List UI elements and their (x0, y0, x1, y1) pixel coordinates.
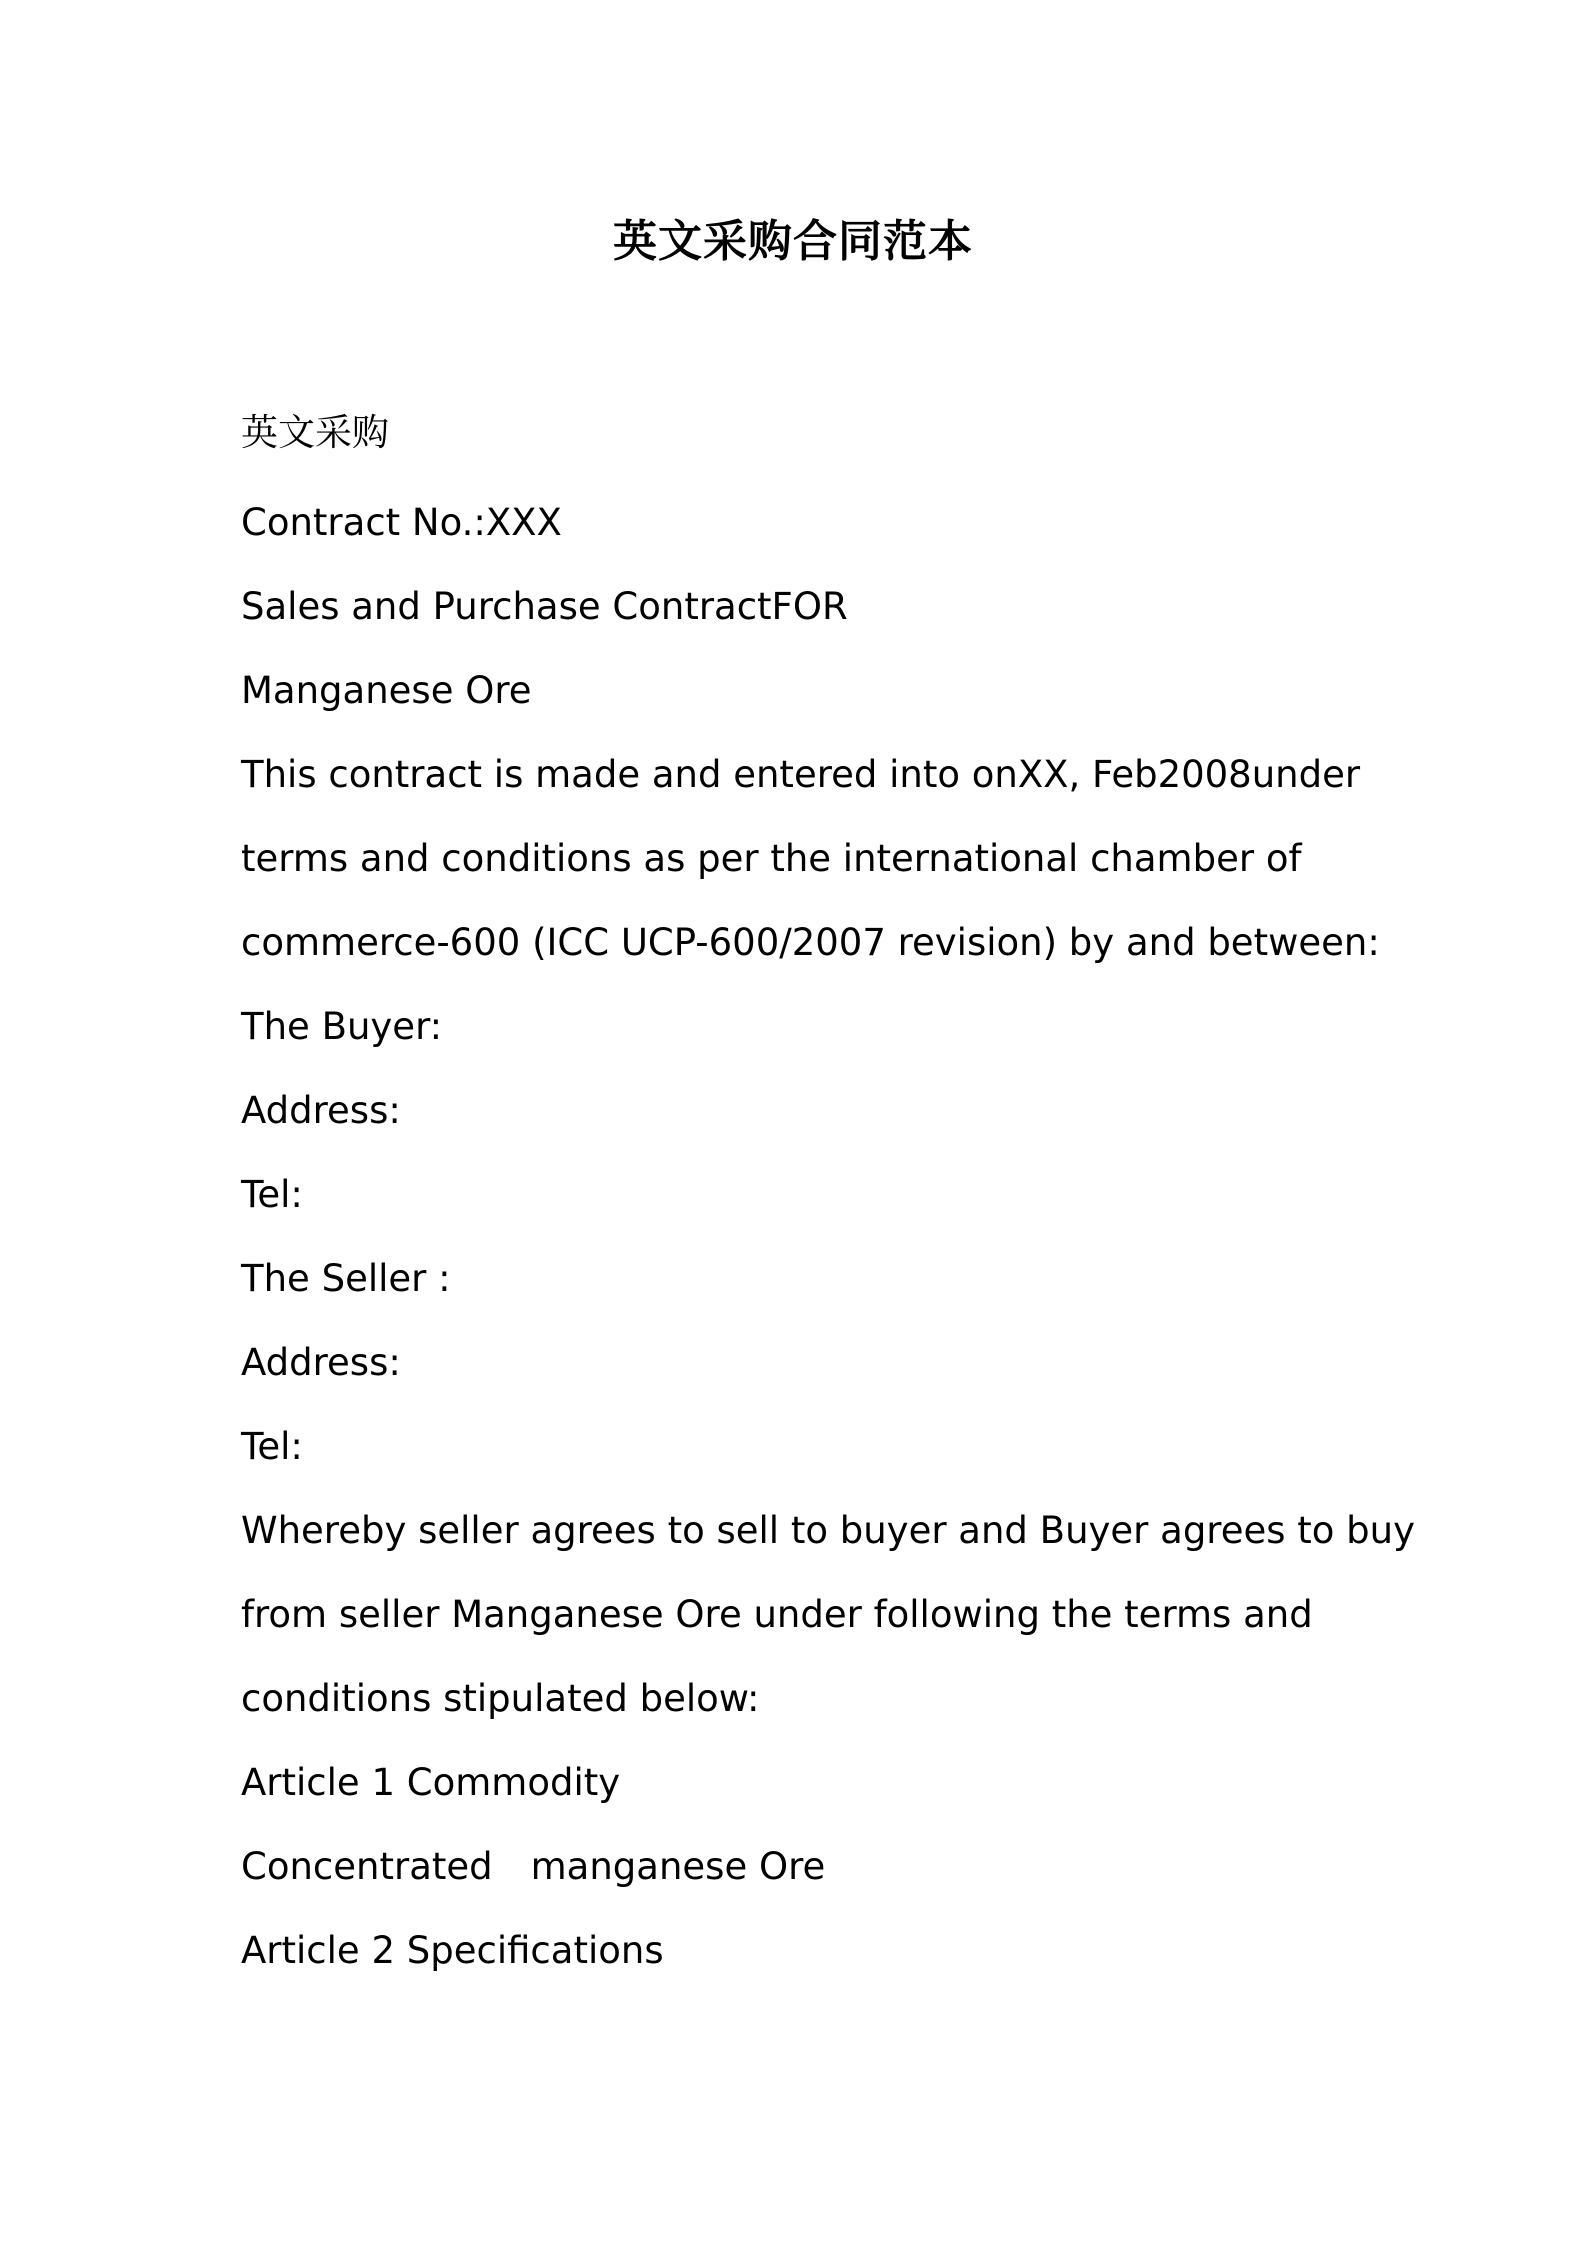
contract-number: Contract No.:XXX (241, 501, 562, 544)
commodity-description-part-1: Concentrated (241, 1845, 493, 1888)
document-title: 英文采购合同范本 (613, 216, 973, 267)
contract-intro-line-3: commerce-600 (ICC UCP-600/2007 revision) by and between: (241, 921, 1380, 964)
article-2-heading: Article 2 Specifications (241, 1929, 664, 1972)
seller-tel-label: Tel: (241, 1425, 303, 1468)
seller-label: The Seller : (241, 1257, 451, 1300)
buyer-tel-label: Tel: (241, 1173, 303, 1216)
agreement-line-2: from seller Manganese Ore under following the terms and (241, 1593, 1313, 1636)
contract-title: Sales and Purchase ContractFOR (241, 585, 848, 628)
contract-intro-line-2: terms and conditions as per the international chamber of (241, 837, 1302, 880)
seller-address-label: Address: (241, 1341, 401, 1384)
buyer-address-label: Address: (241, 1089, 401, 1132)
article-1-heading: Article 1 Commodity (241, 1761, 621, 1804)
commodity-name: Manganese Ore (241, 669, 532, 712)
commodity-description-part-2: manganese Ore (530, 1845, 826, 1888)
buyer-label: The Buyer: (241, 1005, 443, 1048)
agreement-line-1: Whereby seller agrees to sell to buyer and Buyer agrees to buy (241, 1509, 1416, 1552)
section-heading: 英文采购 (241, 411, 389, 454)
contract-intro-line-1: This contract is made and entered into onXX, Feb2008under (241, 753, 1361, 796)
agreement-line-3: conditions stipulated below: (241, 1677, 760, 1720)
commodity-description (241, 1842, 825, 1892)
